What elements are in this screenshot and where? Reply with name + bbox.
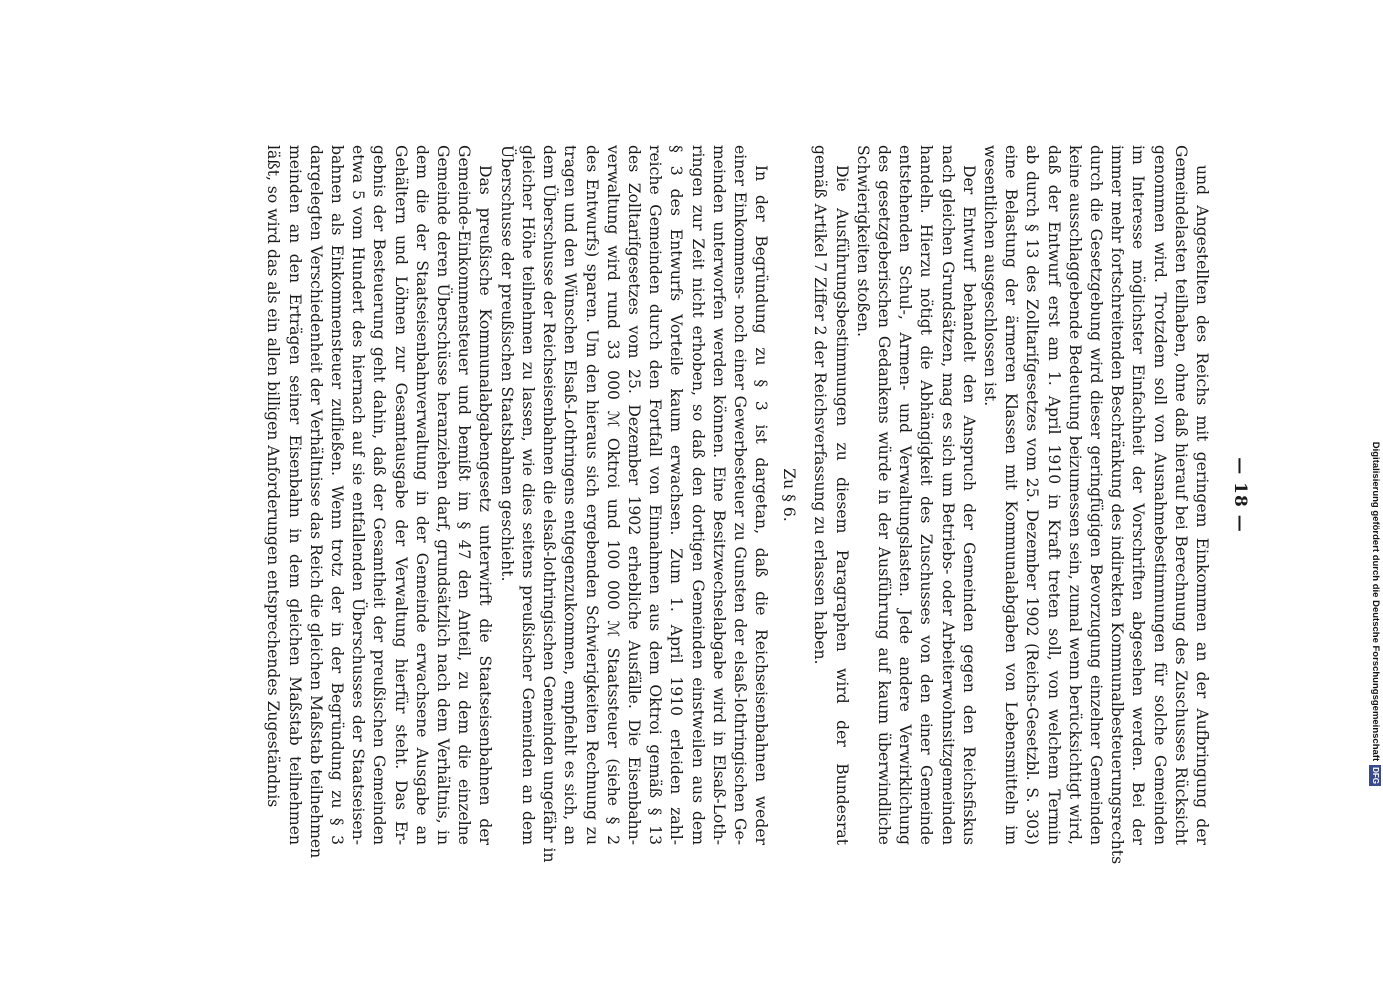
text-line: handeln. Hierzu nötigt die Abhängigkeit des Zuschusses von den einer Gemeinde — [917, 145, 936, 845]
text-line: dargelegten Verschiedenheit der Verhältnisse das Reich die gleichen Maßstab teilnehmen — [306, 145, 325, 859]
text-line: und Angestellten des Reichs mit geringem Einkommen an der Aufbringung der — [1193, 165, 1211, 845]
text-line: einer Einkommens- noch einer Gewerbesteuer zu Gunsten der elsaß-lothringischen Ge- — [730, 145, 749, 845]
text-line: tragen und den Wünschen Elsaß-Lothringens entgegenzukommen, empfiehlt es sich, an — [561, 145, 580, 845]
page-number: — 18 — — [1230, 457, 1250, 533]
text-line: Das preußische Kommunalabgabengesetz unterwirft die Staatseisenbahnen der — [476, 165, 495, 845]
text-line: Gemeinde deren Überschüsse heranziehen darf, grundsätzlich nach dem Verhältnis, in — [434, 145, 453, 845]
text-line: Überschusse der preußischen Staatsbahnen geschieht. — [497, 145, 516, 582]
text-line: Gemeinde-Einkommensteuer und bemißt im § 47 den Anteil, zu dem die einzelne — [455, 145, 474, 845]
text-line: Gehältern und Löhnen zur Gesamtausgabe der Verwaltung hierfür steht. Das Er- — [391, 145, 410, 845]
body-text-top — [809, 145, 1212, 865]
text-line: des Zolltarifgesetzes vom 25. Dezember 1902 erhebliche Ausfälle. Die Eisenbahn- — [624, 145, 643, 845]
rotated-document-page — [170, 145, 1250, 865]
text-line: eine Belastung der ärmeren Klassen mit Kommunalabgaben von Lebensmitteln im — [1002, 145, 1021, 845]
text-line: ringen zur Zeit nicht erhoben, so daß den dortigen Gemeinden einstweilen aus dem — [688, 145, 707, 845]
text-line: In der Begründung zu § 3 ist dargetan, daß die Reichseisenbahnen weder — [752, 165, 771, 845]
text-line: Gemeindelasten teilhaben, ohne daß hierauf bei Berechnung des Zuschusses Rücksicht — [1171, 145, 1190, 845]
paragraph — [496, 145, 772, 863]
text-line: des gesetzgeberischen Gedankens würde in der Ausführung auf kaum überwindliche — [874, 145, 893, 845]
text-line: immer mehr fortschreitenden Beschränkung des indirekten Kommunalbesteuerungsrechts — [1108, 145, 1127, 865]
text-line: bahnen als Einkommensteuer zufließen. Wenn trotz der in der Begründung zu § 3 — [328, 145, 347, 845]
text-line: entstehenden Schul-, Armen- und Verwaltungslasten. Jede andere Verwirklichung — [896, 145, 915, 845]
text-line: Schwierigkeiten stoßen. — [853, 145, 872, 337]
text-line: dem die der Staatseisenbahnverwaltung in der Gemeinde erwachsene Ausgabe an — [412, 145, 431, 845]
text-line: Der Entwurf behandelt den Anspruch der Gemeinden gegen den Reichsfiskus — [959, 165, 978, 845]
credit-text: Digitalisierung gefördert durch die Deutsche Forschungsgemeinschaft — [1370, 441, 1381, 762]
text-line: läßt, so wird das als ein allen billigen Anforderungen entsprechendes Zugeständnis — [264, 145, 283, 808]
text-line: des Entwurfs) sparen. Um den hieraus sich ergebenden Schwierigkeiten Rechnung zu — [582, 145, 601, 845]
text-line: genommen wird. Trotzdem soll von Ausnahmebestimmungen für solche Gemeinden — [1150, 145, 1169, 845]
text-line: nach gleichen Grundsätzen, mag es sich um Betriebs- oder Arbeiterwohnsitzgemeinden — [938, 145, 957, 845]
text-line: etwa 5 vom Hundert des hiernach auf sie entfallenden Überschusses der Staatseisen- — [349, 145, 368, 845]
text-line: gemäß Artikel 7 Ziffer 2 der Reichsverfassung zu erlassen haben. — [811, 145, 830, 665]
text-line: durch die Gesetzgebung wird dieser geringfügigen Bevorzugung einzelner Gemeinden — [1086, 145, 1105, 845]
text-line: daß der Entwurf erst am 1. April 1910 in Kraft treten soll, von welchem Termin — [1044, 145, 1063, 845]
text-line: dem Überschusse der Reichseisenbahnen die elsaß-lothringischen Gemeinden ungefähr in — [540, 145, 559, 863]
text-line: meinden unterworfen werden können. Eine Besitzwechselabgabe wird in Elsaß-Loth- — [709, 145, 728, 845]
text-line: wesentlichen ausgeschlossen ist. — [980, 145, 999, 407]
paragraph — [979, 145, 1212, 865]
paragraph — [809, 145, 851, 845]
text-line: verwaltung wird rund 33 000 ℳ Oktroi und 100 000 ℳ Staatssteuer (siehe § 2 — [603, 145, 622, 845]
text-line: ab durch § 13 des Zolltarifgesetzes vom 25. Dezember 1902 (Reichs-Gesetzbl. S. 303) — [1023, 145, 1042, 845]
text-line: Die Ausführungsbestimmungen zu diesem Paragraphen wird der Bundesrat — [832, 165, 851, 845]
text-line: gebnis der Besteuerung geht dahin, daß der Gesamtheit der preußischen Gemeinden — [370, 145, 389, 845]
text-line: § 3 des Entwurfs Vorteile kaum erwachsen. Zum 1. April 1910 erleiden zahl- — [667, 145, 686, 845]
digitization-credit — [1368, 6, 1383, 786]
text-line: im Interesse möglichster Einfachheit der Vorschriften abgesehen werden. Bei der — [1129, 145, 1148, 845]
text-line: gleicher Höhe teilnehmen zu lassen, wie dies seitens preußischer Gemeinden an dem — [518, 145, 537, 845]
paragraph — [262, 145, 495, 859]
section-heading: Zu § 6. — [780, 468, 799, 522]
body-text-bottom — [262, 145, 771, 863]
text-line: meinden an den Erträgen seiner Eisenbahn in dem gleichen Maßstab teilnehmen — [285, 145, 304, 845]
dfg-logo: DFG — [1371, 767, 1380, 784]
paragraph — [852, 145, 979, 845]
text-line: keine ausschlaggebende Bedeutung beizumessen sein, zumal wenn berücksichtigt wird, — [1065, 145, 1084, 845]
text-line: reiche Gemeinden durch den Fortfall von Einnahmen aus dem Oktroi gemäß § 13 — [646, 145, 665, 845]
